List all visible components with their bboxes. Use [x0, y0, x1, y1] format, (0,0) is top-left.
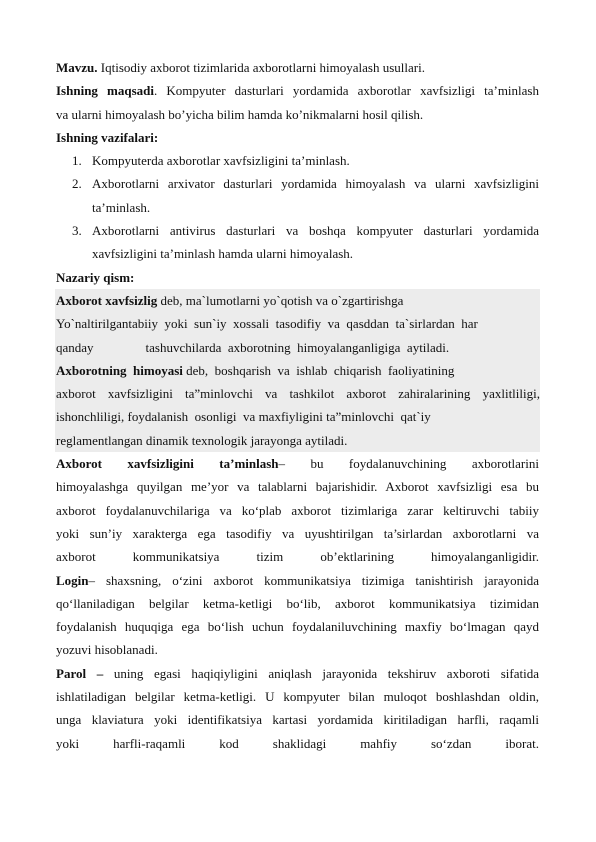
password-def-text-1: uning egasi haqiqiyligini aniqlash jarayonida tekshiruv axboroti sifatida: [103, 665, 539, 681]
security-def-line-2: Yo`naltirilgantabiiy yoki sun`iy xossali tasodifiy va qasddan ta`sirlardan har: [56, 316, 478, 332]
protection-def-line-3: ishonchliligi, foydalanish osonligi va maxfiyligini ta”minlovchi qat`iy: [56, 409, 431, 425]
security-term: Axborot xavfsizlig: [56, 292, 158, 308]
highlighted-definitions: [55, 289, 540, 452]
ensuring-term: Axborot xavfsizligini ta’minlash: [56, 456, 279, 472]
topic-label: Mavzu.: [56, 60, 98, 75]
tasks-list: [56, 149, 539, 265]
ensuring-def-text-1: – bu foydalanuvchining axborotlarini: [278, 456, 539, 472]
security-def-line-3: qanday tashuvchilarda axborotning himoyalanganligiga aytiladi.: [56, 339, 450, 355]
tasks-heading: Ishning vazifalari:: [56, 129, 159, 145]
list-item-text: Kompyuterda axborotlar xavfsizligini ta’minlash.: [92, 153, 350, 169]
login-term: Login: [56, 572, 89, 588]
password-term: Parol –: [56, 665, 104, 681]
ensuring-def-line-5: axborot kommunikatsiya tizim ob’ektlarining himoyalanganligidir.: [56, 549, 539, 565]
password-def-line-2: ishlatiladigan belgilar ketma-ketligi. U kompyuter bilan muloqot boshlashdan oldin,: [56, 689, 539, 705]
password-def-line-4: yoki harfli-raqamli kod shaklidagi mahfiy so‘zdan iborat.: [56, 735, 539, 751]
goal-label: Ishning maqsadi: [56, 83, 154, 99]
password-def-line-1: [56, 662, 539, 685]
login-def-line-2: qo‘llaniladigan belgilar ketma-ketligi bo‘lib, axborot kommunikatsiya tizimidan: [56, 595, 539, 611]
ensuring-def-line-2: himoyalashga quyilgan me’yor va talablarni bajarishidir. Axborot xavfsizligi esa bu: [56, 479, 539, 495]
login-def-line-1: [56, 569, 539, 592]
security-def-text-1: deb, ma`lumotlarni yo`qotish va o`zgartirishga: [157, 292, 404, 308]
theory-heading: Nazariy qism:: [56, 269, 135, 285]
protection-def-line-4: reglamentlangan dinamik texnologik jarayonga aytiladi.: [56, 432, 348, 448]
goal-line-1: [56, 79, 539, 102]
ensuring-def-line-3: axborot foydalanuvchilariga va ko‘plab axborot tizimlariga zarar keltiruvchi tabiiy: [56, 502, 539, 518]
topic-line: [56, 56, 539, 79]
login-def-line-4: yozuvi hisoblanadi.: [56, 642, 158, 658]
goal-line-2: va ularni himoyalash bo’yicha bilim hamda ko’nikmalarni hosil qilish.: [56, 106, 424, 122]
protection-def-text-1: deb, boshqarish va ishlab chiqarish faoliyatining: [182, 362, 455, 378]
login-def-line-3: foydalanish huquqiga ega bo‘lish uchun foydalaniluvchining maxfiy bo‘lmagan qayd: [56, 619, 539, 635]
protection-def-line-1: [56, 359, 540, 382]
login-def-text-1: – shaxsning, o‘zini axborot kommunikatsiya tizimiga tanishtirish jarayonida: [88, 572, 539, 588]
list-item-number: 2.: [72, 176, 82, 192]
topic-text: Iqtisodiy axborot tizimlarida axborotlarni himoyalash usullari.: [97, 60, 425, 75]
protection-def-line-2: axborot xavfsizligini ta”minlovchi va tashkilot axborot zahiralarining yaxlitliligi,: [56, 386, 540, 402]
ensuring-def-line-4: yoki sun’iy xarakterga ega tasodifiy va uyushtirilgan ta’sirlardan axborotlarni va: [56, 525, 539, 541]
list-item-number: 3.: [72, 223, 82, 239]
list-item-text-cont: xavfsizligini ta’minlash hamda ularni himoyalash.: [92, 246, 354, 262]
list-item-text-cont: ta’minlash.: [92, 199, 151, 215]
list-item: [56, 219, 539, 266]
list-item: [56, 172, 539, 219]
ensuring-def-line-1: [56, 452, 539, 475]
protection-term: Axborotning himoyasi: [56, 362, 183, 378]
list-item-number: 1.: [72, 153, 82, 169]
list-item: [56, 149, 539, 172]
document-page: [56, 56, 539, 755]
password-def-line-3: unga klaviatura yoki identifikatsiya kartasi yordamida kiritiladigan harfli, raqamli: [56, 712, 539, 728]
list-item-text: Axborotlarni arxivator dasturlari yordamida himoyalash va ularni xavfsizligini: [92, 176, 539, 192]
security-def-line-1: [56, 289, 540, 312]
list-item-text: Axborotlarni antivirus dasturlari va boshqa kompyuter dasturlari yordamida: [92, 223, 539, 239]
goal-text-1: . Kompyuter dasturlari yordamida axborotlar xavfsizligi ta’minlash: [154, 83, 539, 99]
